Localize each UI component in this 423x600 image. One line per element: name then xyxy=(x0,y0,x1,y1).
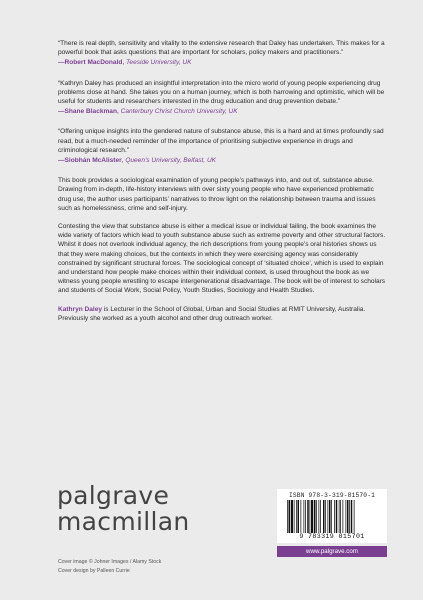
barcode-bar xyxy=(346,500,347,533)
design-credit: Cover design by Palleen Currie xyxy=(58,568,130,574)
quote-attribution: —Shane Blackman, Canterbury Christ Church University, UK xyxy=(58,108,238,116)
barcode-bar xyxy=(316,500,317,533)
publisher-logo xyxy=(57,482,189,536)
isbn-barcode xyxy=(277,489,387,543)
quote-author: —Siobhán McAlister xyxy=(58,157,122,165)
quote-author: —Robert MacDonald xyxy=(58,59,123,67)
barcode-bars xyxy=(287,500,381,533)
barcode-bar xyxy=(311,500,313,533)
quote-text: “There is real depth, sensitivity and vitality to the extensive research that Daley has undertaken. This makes for a powerful book that asks questions that are important for scholars, policy makers and practitioners.” xyxy=(58,40,385,57)
barcode-bar xyxy=(307,500,309,533)
author-bio xyxy=(58,305,388,323)
barcode-bar xyxy=(331,500,332,533)
back-cover-text xyxy=(58,39,388,332)
publisher-url[interactable]: www.palgrave.com xyxy=(306,548,358,555)
barcode-bar xyxy=(323,500,325,533)
barcode-bar xyxy=(314,500,316,533)
barcode-bar xyxy=(339,500,340,533)
quote-affiliation: Queen’s University, Belfast, UK xyxy=(125,157,217,165)
author-name: Kathryn Daley xyxy=(58,305,103,313)
endorsement-quote-2 xyxy=(58,79,388,117)
cover-credits xyxy=(58,558,161,576)
barcode-digits: 9 783319 815701 xyxy=(299,533,365,540)
quote-attribution: —Siobhán McAlister, Queen’s University, Belfast, UK xyxy=(58,157,217,165)
quote-text: “Offering unique insights into the gendered nature of substance abuse, this is a hard and at times profoundly sad read, but a much-needed reminder of the importance of prioritising subjective experience in drugs and criminological research.” xyxy=(58,128,384,154)
barcode-bar xyxy=(351,500,353,533)
description-paragraph-2: Contesting the view that substance abuse is either a medical issue or individual failing, the book examines the wide variety of factors which lead to youth substance abuse such as extreme poverty and other structural factors. Whilst it does not overlook individual agency, the rich descriptions from young people’s oral histories shows us that they were making choices, but the contexts in which they were exercising agency was considerably constrained by significant structural forces. The sociological concept of ‘situated choice’, which is used to explain and understand how people make choices within their individual context, is used throughout the book as we witness young people wrestling to escape intergenerational disadvantage. The book will be of interest to scholars and students of Social Work, Social Policy, Youth Studies, Sociology and Health Studies. xyxy=(58,223,386,295)
barcode-bar xyxy=(325,500,326,533)
barcode-bar xyxy=(294,500,295,533)
barcode-bar xyxy=(298,500,300,533)
barcode-bar xyxy=(340,500,341,533)
barcode-bar xyxy=(304,500,305,533)
barcode-bar xyxy=(320,500,321,533)
barcode-bar xyxy=(310,500,311,533)
barcode-bar xyxy=(319,500,320,533)
image-credit: Cover image © Johner Images / Alamy Stock xyxy=(58,559,162,565)
barcode-bar xyxy=(336,500,338,533)
barcode-bar xyxy=(328,500,329,533)
quote-affiliation: Teeside University, UK xyxy=(126,59,192,67)
description-paragraph-1: This book provides a sociological examination of young people’s pathways into, and out of, substance abuse. Drawing from in-depth, life-history interviews with over sixty young people who have experienced problematic drug use, the author uses participants’ narratives to throw light on the relationship between trauma and issues such as homelessness, crime and self-injury. xyxy=(58,177,376,212)
barcode-bar xyxy=(329,500,331,533)
publisher-logo-line2: macmillan xyxy=(57,507,190,536)
quote-text: “Kathryn Daley has produced an insightful interpretation into the micro world of young people experiencing drug problems close at hand. She takes you on a human journey, which is both harrowing and optimistic, which will be useful for students and researchers interested in the drug education and drug prevention debate.” xyxy=(58,79,385,106)
barcode-bar xyxy=(296,500,297,533)
barcode-bar xyxy=(289,500,291,533)
endorsement-quote-1 xyxy=(58,39,388,68)
barcode-bar xyxy=(287,500,288,533)
quote-attribution: —Robert MacDonald, Teeside University, UK xyxy=(58,59,192,67)
barcode-bar xyxy=(347,500,349,533)
barcode-bar xyxy=(291,500,293,533)
publisher-logo-line1: palgrave xyxy=(57,481,170,510)
barcode-bar xyxy=(349,500,350,533)
endorsement-quote-3 xyxy=(58,127,388,165)
barcode-bar xyxy=(305,500,306,533)
quote-author: —Shane Blackman xyxy=(58,108,117,116)
author-bio-text: is Lecturer in the School of Global, Urban and Social Studies at RMIT University, Australia. Previously she worked as a youth alcohol and other drug outreach worker. xyxy=(58,305,366,322)
publisher-url-bar[interactable] xyxy=(277,546,387,557)
barcode-bar xyxy=(301,500,302,533)
barcode-bar xyxy=(334,500,335,533)
barcode-bar xyxy=(343,500,344,533)
isbn-label: ISBN 978-3-319-81570-1 xyxy=(288,492,376,499)
barcode-bar xyxy=(354,500,355,533)
quote-affiliation: Canterbury Christ Church University, UK xyxy=(120,108,238,116)
